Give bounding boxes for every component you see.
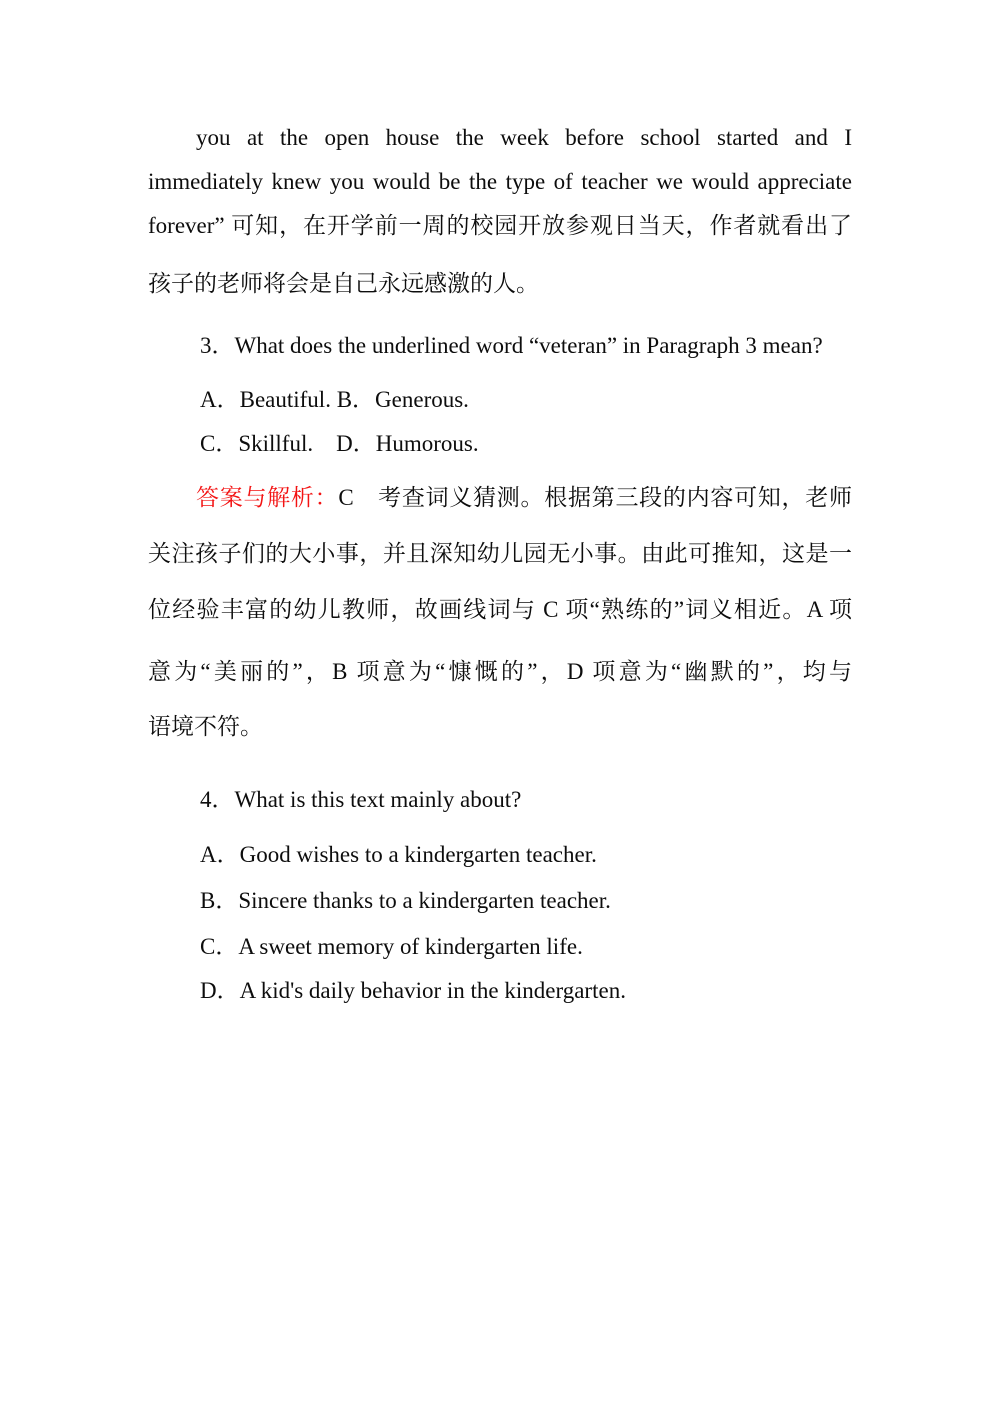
- answer2-explanation-line-1: you at the open house the week before school started and I: [196, 125, 852, 150]
- answer3-line-5: 语境不符。: [148, 714, 263, 739]
- question4-stem: 4．What is this text mainly about?: [200, 787, 522, 812]
- answer2-explanation-line-2: immediately knew you would be the type of teacher we would appreciate: [148, 169, 852, 194]
- answer3-label: 答案与解析：: [196, 485, 339, 510]
- question3-options-ab: A．Beautiful. B．Generous.: [200, 387, 469, 412]
- answer3-line-2: 关注孩子们的大小事，并且深知幼儿园无小事。由此可推知，这是一: [148, 541, 852, 566]
- answer3-line-1: [148, 483, 852, 513]
- question4-option-d: D．A kid's daily behavior in the kindergarten.: [200, 978, 626, 1003]
- question4-option-a: A．Good wishes to a kindergarten teacher.: [200, 842, 597, 867]
- question3-options-cd: C．Skillful. D．Humorous.: [200, 431, 479, 456]
- answer3-line-4: 意为“美丽的”，B 项意为“慷慨的”，D 项意为“幽默的”，均与: [148, 659, 852, 684]
- question3-stem: 3．What does the underlined word “veteran” in Paragraph 3 mean?: [200, 333, 823, 358]
- question4-option-b: B．Sincere thanks to a kindergarten teacher.: [200, 888, 611, 913]
- answer2-explanation-line-3: forever” 可知，在开学前一周的校园开放参观日当天，作者就看出了: [148, 213, 852, 238]
- answer2-explanation-line-4: 孩子的老师将会是自己永远感激的人。: [148, 271, 539, 296]
- question4-option-c: C．A sweet memory of kindergarten life.: [200, 934, 583, 959]
- answer3-line-3: 位经验丰富的幼儿教师，故画线词与 C 项“熟练的”词义相近。A 项: [148, 597, 852, 622]
- answer3-line-1-text: C 考查词义猜测。根据第三段的内容可知，老师: [338, 485, 853, 510]
